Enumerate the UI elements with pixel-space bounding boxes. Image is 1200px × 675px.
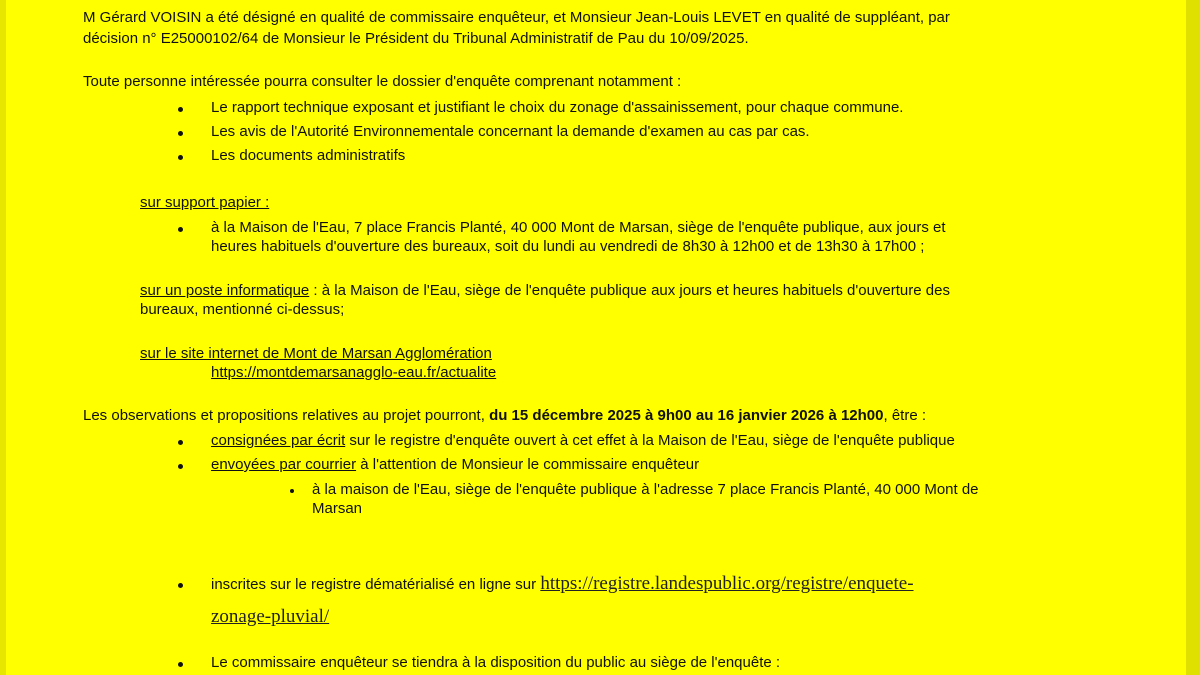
site-url-link[interactable]: https://montdemarsanagglo-eau.fr/actualite bbox=[211, 364, 497, 381]
bullet-icon bbox=[178, 107, 183, 112]
dossier-lead: Toute personne intéressée pourra consulter le dossier d'enquête comprenant notamment : bbox=[83, 73, 682, 90]
ecrit-rest: sur le registre d'enquête ouvert à cet effet à la Maison de l'Eau, siège de l'enquête publique bbox=[345, 432, 955, 449]
commissaire-item: Le commissaire enquêteur se tiendra à la disposition du public au siège de l'enquête : bbox=[211, 654, 781, 671]
registre-url-link[interactable]: https://registre.landespublic.org/registre/enquete- bbox=[540, 573, 914, 594]
registre-item-continued bbox=[211, 605, 329, 630]
intro-line-1: M Gérard VOISIN a été désigné en qualité de commissaire enquêteur, et Monsieur Jean-Louis LEVET en qualité de suppléant, par bbox=[83, 9, 950, 26]
papier-item-line-2: heures habituels d'ouverture des bureaux, soit du lundi au vendredi de 8h30 à 12h00 et de 13h30 à 17h00 ; bbox=[211, 238, 925, 255]
courrier-item bbox=[211, 456, 699, 474]
dossier-item-2: Les avis de l'Autorité Environnementale concernant la demande d'examen au cas par cas. bbox=[211, 123, 810, 140]
bullet-icon bbox=[178, 440, 183, 445]
registre-item bbox=[211, 572, 914, 597]
intro-line-2: décision n° E25000102/64 de Monsieur le Président du Tribunal Administratif de Pau du 10/09/2025. bbox=[83, 30, 749, 47]
left-frame-edge bbox=[0, 0, 6, 675]
bullet-icon bbox=[178, 131, 183, 136]
bullet-icon bbox=[178, 583, 183, 588]
poste-line-2: bureaux, mentionné ci-dessus; bbox=[140, 301, 345, 318]
courrier-rest: à l'attention de Monsieur le commissaire enquêteur bbox=[356, 456, 700, 473]
dossier-item-1: Le rapport technique exposant et justifiant le choix du zonage d'assainissement, pour chaque commune. bbox=[211, 99, 904, 116]
site-heading: sur le site internet de Mont de Marsan Agglomération bbox=[140, 345, 492, 362]
courrier-link: envoyées par courrier bbox=[211, 456, 357, 473]
sub-bullet-icon bbox=[290, 489, 294, 493]
observations-lead bbox=[83, 407, 926, 425]
poste-line-1 bbox=[140, 282, 950, 300]
bullet-icon bbox=[178, 662, 183, 667]
dossier-item-3: Les documents administratifs bbox=[211, 147, 406, 164]
observations-dates: du 15 décembre 2025 à 9h00 au 16 janvier 2026 à 12h00 bbox=[489, 407, 884, 424]
papier-heading: sur support papier : bbox=[140, 194, 270, 211]
ecrit-link: consignées par écrit bbox=[211, 432, 346, 449]
poste-heading: sur un poste informatique bbox=[140, 282, 310, 299]
bullet-icon bbox=[178, 227, 183, 232]
bullet-icon bbox=[178, 464, 183, 469]
papier-item-line-1: à la Maison de l'Eau, 7 place Francis Planté, 40 000 Mont de Marsan, siège de l'enquête publique, aux jours et bbox=[211, 219, 946, 236]
ecrit-item bbox=[211, 432, 955, 450]
registre-text: inscrites sur le registre dématérialisé en ligne sur bbox=[211, 576, 541, 593]
observations-lead-before: Les observations et propositions relatives au projet pourront, bbox=[83, 407, 490, 424]
courrier-sub-line-1: à la maison de l'Eau, siège de l'enquête publique à l'adresse 7 place Francis Planté, 40 000 Mont de bbox=[312, 481, 979, 498]
poste-rest: : à la Maison de l'Eau, siège de l'enquête publique aux jours et heures habituels d'ouverture des bbox=[309, 282, 950, 299]
courrier-sub-line-2: Marsan bbox=[312, 500, 363, 517]
registre-url-link-continued[interactable]: zonage-pluvial/ bbox=[211, 606, 330, 627]
right-frame-edge bbox=[1186, 0, 1200, 675]
observations-lead-after: , être : bbox=[883, 407, 927, 424]
bullet-icon bbox=[178, 155, 183, 160]
